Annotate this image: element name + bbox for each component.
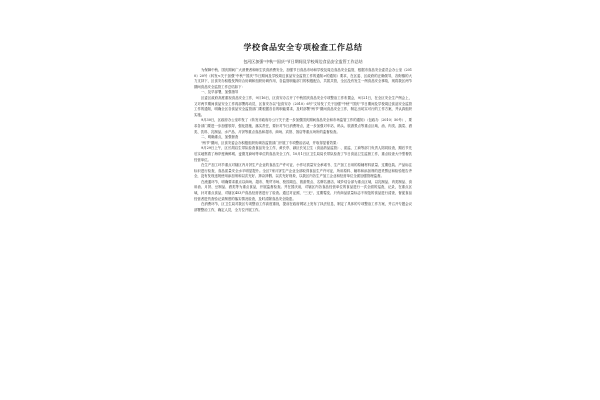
paragraph: 在生产加工环节重点对辖区内月饼生产企业的食品生产许可证、小作坊质量安全承诺书、生产加工日用的原辅材料质量、过期包装、产品标注标识进行检查，食品质量安全水平明显提升。全区7家月饼生产企业全部取得食品生产许可证，所用原料、辅料和添加剂的进货票证和检验报告齐全，没有发现违规使用添加剂和以次充好、掺杂掺假、以次充好现象，以我区内各生产加工企业和经营单位全面加强管理监督。 (194, 163, 412, 179)
paragraph: "两节"期间，区食安委会办积极组织协调各监管部门开展了专项整治活动，并取得显著效果： (201, 140, 340, 145)
paragraph: 9月29日上午，区长胡启生带队检查食品安全工作，黄长亭、副区长吴卫生（食品药品监管）、质监、工商等部门负责人陪同检查，期后节先后实地察看了海岸莲海鲜城、麦德龙商场等单位的食品安全工作，10月1日区卫生局局长带队检查了节日食品卫生监督工作，重点检查大中型餐饮经营单位。 (194, 146, 412, 162)
paragraph: 在消费环节，区卫生局对我区专项整治工作高度重视，提前在政府网站上发布了执法信息，制定了具体的专项整治工作方案，并召开专题会议部署整治工作，确定人员，全方位开展工作。 (194, 202, 412, 212)
paragraph: 在流通环节，明确要求重点以商场、超市、集贸市场、校园周边、旅游景点、名牌名酒店、城乡结合部为重点区域，以乳制品、肉类制品、食用油、月饼、豆制品、酒类等为重点食品，开展监督检查。并在国庆前，对辖区内各食品经营单位的食品进行一次全面的巡查，记录，在重点区域，针对重点食品，对辖区453户食品经营者进行了检查。通过对证照、"三无"、过期霉变、只有商品质量标志不规范的食品进行清查，督促食品经营者进货查验记录制度的落实情况检查，及时清除食品安全隐患。 (194, 179, 412, 201)
document-body (194, 68, 412, 213)
section-heading: 一、及早部署，加强指导 (201, 90, 239, 95)
paragraph: 区委区政府高度重视食品安全工作，9月16日，区食安办召开了中秋国庆食品安全专项整治工作布置会，9月21日，在全区安全生产例会上，又对两节期间食品安全工作再部署再动员，区食安办以"包食安办（2010）6号"文转发了关于加强"中秋""国庆"节日期间及学校周边食品安全监管工作的通知，明确全区各食品安全监管部门要根据各自的职能要求，及时部署"两节"期间食品安全工作，制定出切实可行的工作方案，并认真组织实施。 (194, 95, 412, 117)
section-heading: 二、明确重点，加强督查 (201, 135, 239, 140)
document-subtitle: 包河区加强"中秋""国庆"节日期间及学校周边食品安全监管工作总结 (243, 59, 363, 64)
document-title: 学校食品安全专项检查工作总结 (243, 42, 363, 52)
document-page (194, 32, 412, 394)
paragraph: 为保障中秋、国庆期间广大消费者和师生饮食消费安全，加强节日食品市场和学校及周边食品安全监管，根据市食品安全委员会办公室《2010》20号《转发<关于加强"中秋""国庆"节日期间及学校周边食品安全监管工作的通知>的通知》要求，在区委、区政府的正确领导，各街镇的大力支持下，区食安办积极发挥综合协调和组织协调作用，各监管职能部门的积极配合，共抓共管，全区没有发生一例食品安全事故，现将我区两节期间食品安全监管工作总结如下： (194, 68, 412, 89)
paragraph: 9月30日，区政府办公室印发了《转发市政府办公厅关于进一步加强国庆期间食品安全和市场监管工作的通知》（包政办〔2010〕50号），要求各部门要进一步加强领导，强化措施，落实责任，要针对节日消费特点，进一步加强对车站、码头、旅游景点等重点区域，油、肉类、蔬菜、酒类、饮料、乳制品、水产品、月饼等重点食品和超市、商场、宾馆、饭店等重点场所的监督检查。 (194, 118, 412, 134)
